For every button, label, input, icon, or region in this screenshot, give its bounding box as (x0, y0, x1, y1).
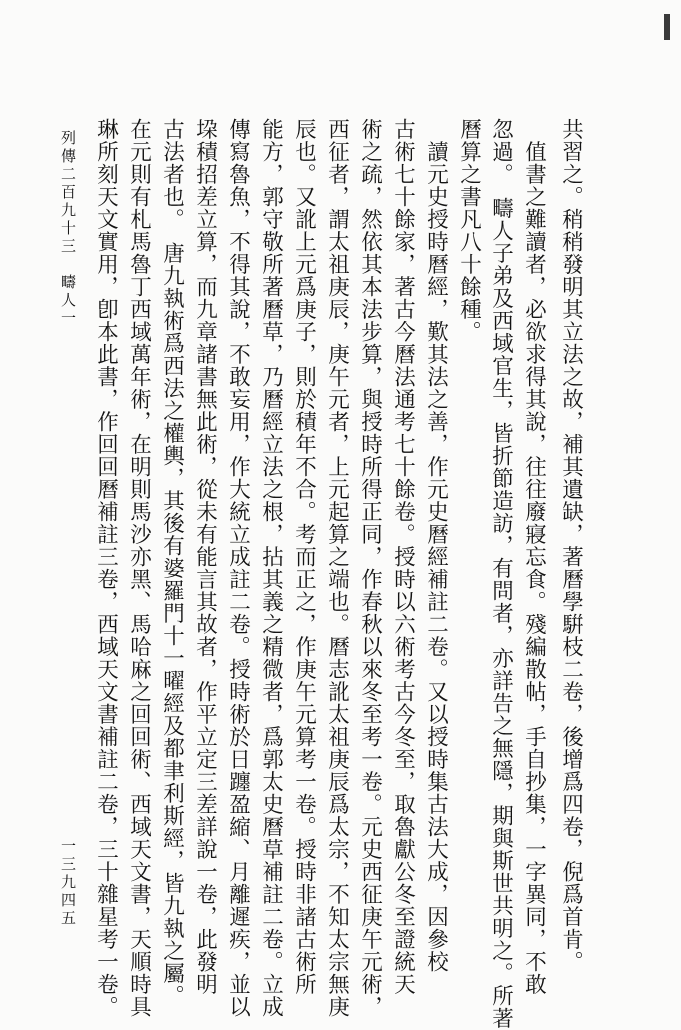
text-column-10: 能方，郭守敬所著曆草，乃曆經立法之根，拈其義之精微者，爲郭太史曆草補註二卷。立成 (258, 118, 284, 1018)
text-column-6: 古術七十餘家，著古今曆法通考七十餘卷。授時以六術考古今冬至，取魯獻公冬至證統天 (390, 118, 416, 996)
text-column-15: 琳所刻天文實用，卽本此書，作回回曆補註三卷，西域天文書補註二卷，三十雜星考一卷。 (93, 118, 119, 1018)
text-column-1: 共習之。稍稍發明其立法之故，補其遺缺，著曆學騈枝二卷，後增爲四卷，倪爲首肯。 (558, 118, 584, 973)
text-column-2: 值書之難讀者，必欲求得其說，往往廢寢忘食。殘編散帖，手自抄集，一字異同，不敢 (521, 118, 547, 996)
text-column-8: 西征者，謂太祖庚辰，庚午元者，上元起算之端也。曆志訛太祖庚辰爲太宗，不知太宗無庚 (324, 118, 350, 1018)
text-column-11: 傳寫魯魚，不得其說，不敢妄用，作大統立成註二卷。授時術於日躔盈縮、月離遲疾，並以 (225, 118, 251, 1018)
running-title: 列傳二百九十三 疇人一 (59, 130, 77, 328)
text-column-9: 辰也。又訛上元爲庚子，則於積年不合。考而正之，作庚午元算考一卷。授時非諸古術所 (291, 118, 317, 996)
text-column-4: 曆算之書凡八十餘種。 (456, 118, 482, 343)
text-column-13: 古法者也。 唐九執術爲西法之權輿，其後有婆羅門十一曜經及都聿利斯經，皆九執之屬。 (159, 118, 185, 1008)
text-column-3: 忽過。 疇人子弟及西域官生，皆折節造訪，有問者，亦詳告之無隱，期與斯世共明之。所著 (488, 118, 514, 1030)
text-column-7: 術之疏，然依其本法步算，與授時所得正同，作春秋以來冬至考一卷。元史西征庚午元術， (357, 118, 383, 1018)
page-number: 一三九四五 (59, 838, 77, 928)
text-column-5: 讀元史授時曆經，歎其法之善，作元史曆經補註二卷。又以授時集古法大成，因參校 (423, 118, 449, 973)
page-edge-mark (664, 14, 670, 40)
text-column-12: 垜積招差立算，而九章諸書無此術，從未有能言其故者，作平立定三差詳說一卷，此發明 (192, 118, 218, 996)
text-column-14: 在元則有札馬魯丁西域萬年術，在明則馬沙亦黑、馬哈麻之回回術、西域天文書，天順時具 (126, 118, 152, 1018)
